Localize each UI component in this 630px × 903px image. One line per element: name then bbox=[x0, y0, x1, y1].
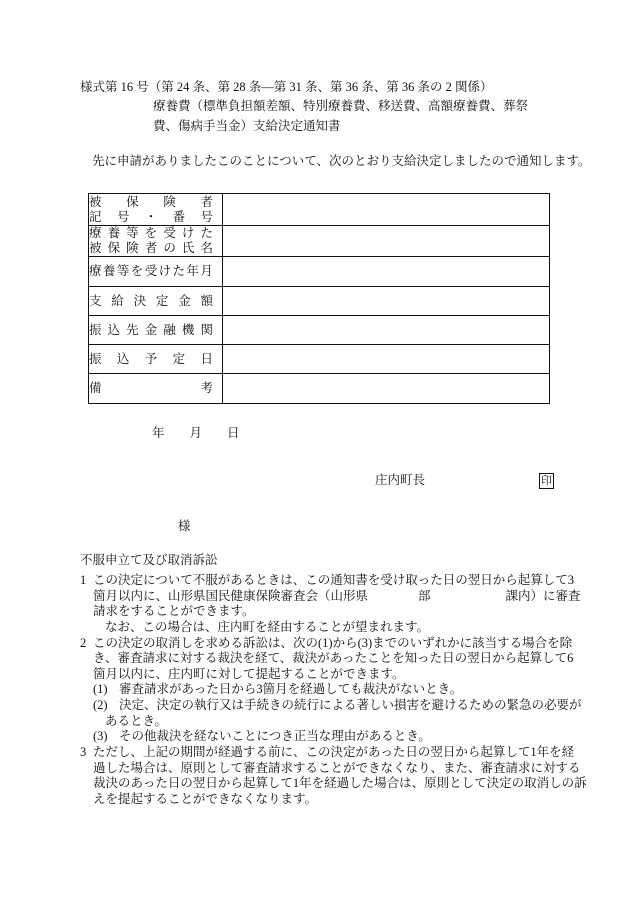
note-text: その他裁決を経ないことにつき正当な理由があるとき。 bbox=[119, 729, 431, 744]
issuer-name: 庄内町長 bbox=[375, 473, 426, 487]
label-line: 振 込 予 定 日 bbox=[89, 351, 213, 366]
label-line: 備 考 bbox=[89, 381, 213, 395]
insured-number-label bbox=[89, 194, 223, 226]
note-line: なお、この場合は、庄内町を経由することが望まれます。 bbox=[105, 619, 430, 634]
transfer-date-value bbox=[223, 345, 550, 374]
label-line: 被 保 険 者 bbox=[89, 194, 213, 209]
payment-amount-value bbox=[223, 287, 550, 316]
label-line: 療 養 等 を 受 け た 年 月 bbox=[89, 264, 213, 278]
item-number: 1 bbox=[80, 573, 87, 587]
table-row bbox=[89, 257, 550, 287]
table-row bbox=[89, 226, 550, 257]
note-line: あるとき。 bbox=[105, 713, 168, 728]
payment-amount-label bbox=[89, 287, 223, 316]
note-line: えを提起することができなくなります。 bbox=[93, 791, 318, 806]
note-line: 請求をすることができます。 bbox=[93, 604, 255, 619]
treatment-month-label bbox=[89, 257, 223, 287]
addressee-suffix: 様 bbox=[178, 519, 191, 533]
form-number: 様式第 16 号（第 24 条、第 28 条―第 31 条、第 36 条、第 36 条の 2 関係） bbox=[80, 80, 493, 94]
table-row bbox=[89, 194, 550, 226]
document-title-line-2: 費、傷病手当金）支給決定通知書 bbox=[153, 119, 341, 133]
notes-section bbox=[80, 573, 587, 808]
note-line bbox=[80, 729, 587, 745]
sub-item-number: (1) bbox=[93, 682, 108, 697]
note-text: 審査請求があった日から3箇月を経過しても裁決がないとき。 bbox=[119, 682, 463, 697]
document-title-line-1: 療養費（標準負担額差額、特別療養費、移送費、高額療養費、葬祭 bbox=[153, 99, 529, 113]
transfer-bank-value bbox=[223, 316, 550, 345]
note-line: 箇月以内に、山形県国民健康保険審査会（山形県 部 課内）に審査 bbox=[93, 588, 581, 603]
note-text: この決定の取消しを求める訴訟は、次の(1)から(3)までのいずれかに該当する場合を除 bbox=[93, 635, 573, 650]
seal-mark: 印 bbox=[541, 475, 552, 487]
item-number: 3 bbox=[80, 745, 87, 760]
treated-insured-name-label bbox=[89, 226, 223, 257]
table-row bbox=[89, 316, 550, 345]
table-row bbox=[89, 287, 550, 316]
note-text: この決定について不服があるときは、この通知書を受け取った日の翌日から起算して3 bbox=[93, 573, 575, 587]
label-line: 療 養 等 を 受 け た bbox=[89, 226, 213, 240]
label-line: 被 保 険 者 の 氏 名 bbox=[89, 241, 213, 255]
remarks-value bbox=[223, 374, 550, 404]
sub-item-number: (3) bbox=[93, 729, 108, 744]
note-line: き、審査請求に対する裁決を経て、裁決があったことを知った日の翌日から起算して6 bbox=[93, 651, 574, 666]
label-line: 記 号 ・ 番 号 bbox=[89, 209, 213, 224]
table-row bbox=[89, 374, 550, 404]
label-line: 振 込 先 金 融 機 関 bbox=[89, 322, 213, 337]
decision-details-table bbox=[88, 193, 550, 404]
treated-insured-name-value bbox=[223, 226, 550, 257]
note-line bbox=[80, 698, 587, 714]
note-text: ただし、上記の期間が経過する前に、この決定があった日の翌日から起算して1年を経 bbox=[93, 745, 575, 760]
note-line: 過した場合は、原則として審査請求することができなくなり、また、審査請求に対する bbox=[93, 760, 581, 775]
note-line bbox=[80, 745, 587, 761]
insured-number-value bbox=[223, 194, 550, 226]
sub-item-number: (2) bbox=[93, 698, 108, 713]
notes-heading: 不服申立て及び取消訴訟 bbox=[80, 553, 218, 567]
treatment-month-value bbox=[223, 257, 550, 287]
item-number: 2 bbox=[80, 635, 87, 650]
issue-date: 年 月 日 bbox=[152, 426, 240, 440]
remarks-label bbox=[89, 374, 223, 404]
transfer-bank-label bbox=[89, 316, 223, 345]
label-line: 支 給 決 定 金 額 bbox=[89, 293, 213, 308]
note-text: 決定、決定の執行又は手続きの続行による著しい損害を避けるための緊急の必要が bbox=[119, 698, 582, 713]
note-line: 裁決のあった日の翌日から起算して1年を経過した場合は、原則として決定の取消しの訴 bbox=[93, 776, 587, 791]
note-line bbox=[80, 573, 587, 589]
note-line bbox=[80, 636, 587, 652]
note-line bbox=[80, 682, 587, 698]
transfer-date-label bbox=[89, 345, 223, 374]
table-row bbox=[89, 345, 550, 374]
intro-paragraph: 先に申請がありましたこのことについて、次のとおり支給決定しましたので通知します。 bbox=[92, 154, 591, 168]
note-line: 箇月以内に、庄内町に対して提起することができます。 bbox=[93, 666, 405, 681]
